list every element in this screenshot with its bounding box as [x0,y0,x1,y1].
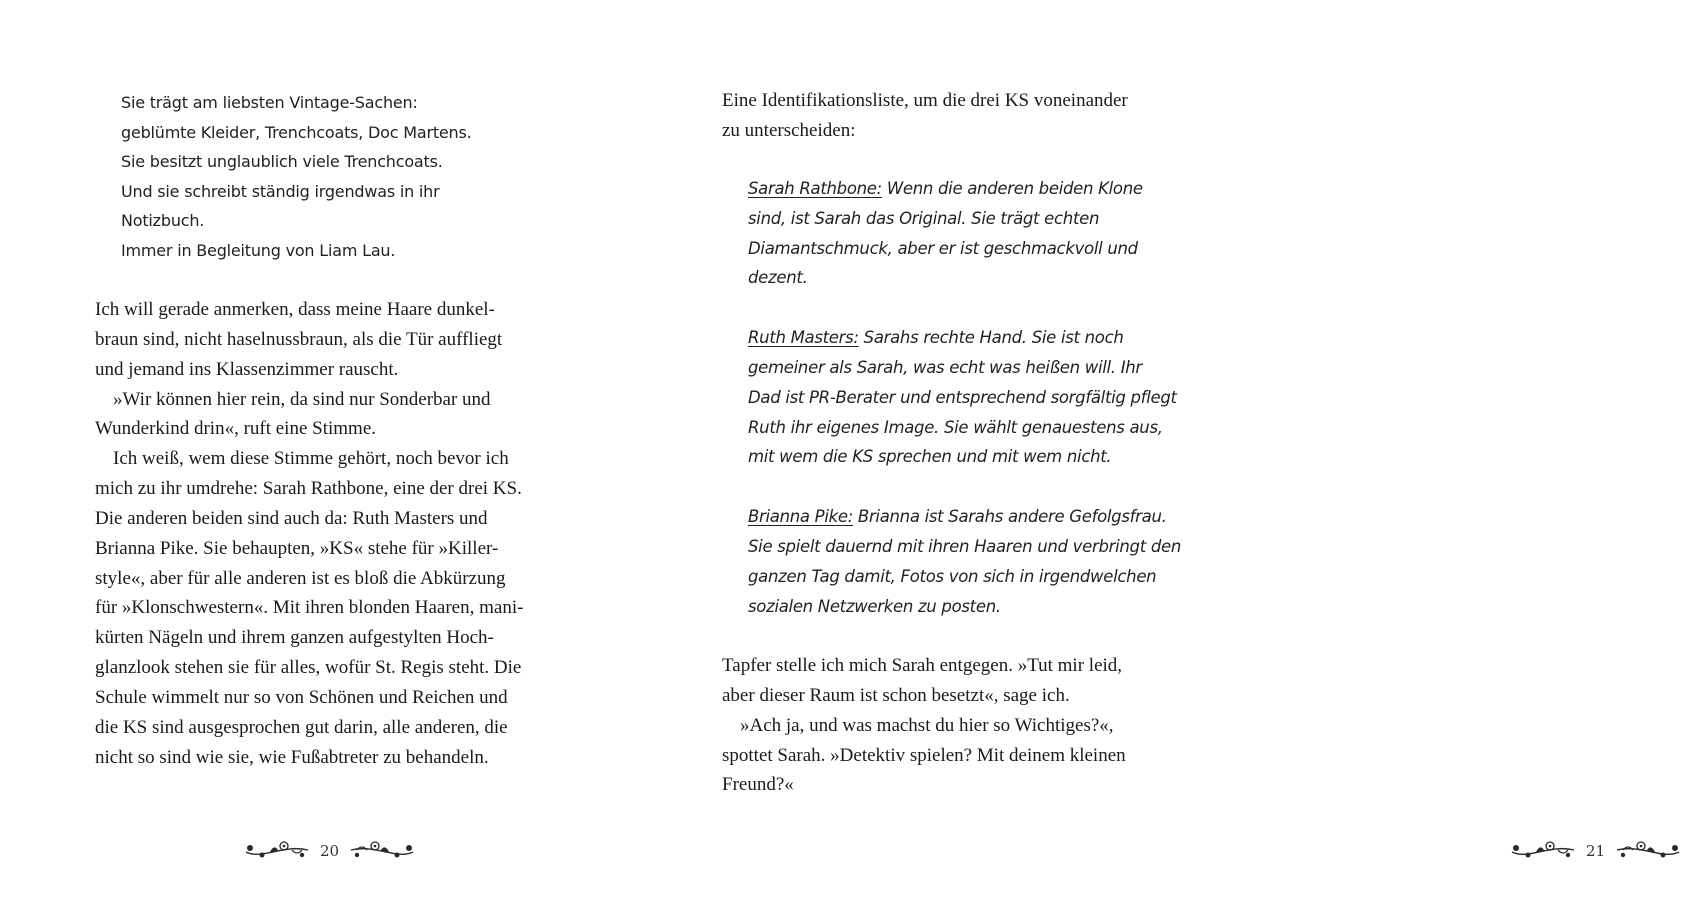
identification-list [748,174,1188,651]
left-page [0,0,640,908]
text-line: aber dieser Raum ist schon besetzt«, sage ich. [722,684,1070,706]
text-line: Ich weiß, wem diese Stimme gehört, noch bevor ich [113,448,509,470]
text-line: Eine Identifikationsliste, um die drei KS voneinander [722,90,1128,111]
list-item [748,174,1188,293]
entry-line: ganzen Tag damit, Fotos von sich in irgendwelchen [748,566,1157,586]
text-line: Schule wimmelt nur so von Schönen und Reichen und [95,686,508,708]
entry-text: Sarahs rechte Hand. Sie ist noch [858,328,1124,348]
entry-name: Ruth Masters: [748,328,859,348]
entry-line: Sie spielt dauernd mit ihren Haaren und verbringt den [748,536,1182,556]
entry-line: Dad ist PR-Berater und entsprechend sorgfältig pflegt [748,387,1177,407]
text-line: »Wir können hier rein, da sind nur Sonderbar und [113,388,491,410]
text-line: zu unterscheiden: [722,119,856,141]
entry-line: dezent. [748,268,808,288]
right-page [640,0,1606,908]
entry-line: mit wem die KS sprechen und mit wem nicht. [748,447,1112,467]
intro-text [722,86,1192,146]
floral-ornament-right-icon [349,838,415,864]
text-line: mich zu ihr umdrehe: Sarah Rathbone, eine der drei KS. [95,478,522,500]
text-line: Die anderen beiden sind auch da: Ruth Masters und [95,507,488,529]
entry-text: Brianna ist Sarahs andere Gefolgsfrau. [852,507,1167,527]
note-line: Sie besitzt unglaublich viele Trenchcoats. [121,152,443,171]
entry-line: gemeiner als Sarah, was echt was heißen will. Ihr [748,357,1142,377]
text-line: Tapfer stelle ich mich Sarah entgegen. »Tut mir leid, [722,655,1123,676]
text-line: glanzlook stehen sie für alles, wofür St. Regis steht. Die [95,657,522,679]
body-text [722,651,1192,800]
floral-ornament-left-icon [1510,838,1576,864]
page-number-footer [244,836,415,866]
entry-name: Sarah Rathbone: [748,179,882,198]
floral-ornament-right-icon [1615,838,1681,864]
text-line: kürten Nägeln und ihrem ganzen aufgestylten Hoch- [95,627,494,649]
handwritten-note [121,88,581,265]
body-text [95,295,565,773]
text-line: Freund?« [722,774,794,796]
text-line: »Ach ja, und was machst du hier so Wichtiges?«, [740,714,1114,736]
note-line: Sie trägt am liebsten Vintage-Sachen: [121,93,418,112]
text-line: braun sind, nicht haselnussbraun, als die Tür auffliegt [95,328,503,350]
note-line: Immer in Begleitung von Liam Lau. [121,240,396,260]
text-line: Wunderkind drin«, ruft eine Stimme. [95,418,377,440]
page-number-footer [1510,836,1681,866]
entry-name: Brianna Pike: [748,507,853,527]
note-line: Notizbuch. [121,211,205,230]
entry-line: Ruth ihr eigenes Image. Sie wählt genauestens aus, [748,417,1163,437]
list-item [748,502,1188,621]
entry-line: sozialen Netzwerken zu posten. [748,596,1001,616]
text-line: spottet Sarah. »Detektiv spielen? Mit deinem kleinen [722,744,1126,766]
page-number: 21 [1586,842,1606,860]
text-line: für »Klonschwestern«. Mit ihren blonden Haaren, mani- [95,597,524,619]
floral-ornament-left-icon [244,838,310,864]
note-line: geblümte Kleider, Trenchcoats, Doc Martens. [121,122,472,142]
text-line: Brianna Pike. Sie behaupten, »KS« stehe für »Killer- [95,537,499,559]
text-line: Ich will gerade anmerken, dass meine Haare dunkel- [95,299,495,320]
text-line: nicht so sind wie sie, wie Fußabtreter zu behandeln. [95,746,489,768]
text-line: style«, aber für alle anderen ist es bloß die Abkürzung [95,567,506,589]
entry-line: sind, ist Sarah das Original. Sie trägt echten [748,208,1100,228]
list-item [748,323,1188,472]
entry-text: Wenn die anderen beiden Klone [881,179,1143,198]
page-number: 20 [320,842,340,860]
note-line: Und sie schreibt ständig irgendwas in ihr [121,181,440,201]
text-line: und jemand ins Klassenzimmer rauscht. [95,358,399,380]
entry-line: Diamantschmuck, aber er ist geschmackvoll und [748,238,1138,258]
text-line: die KS sind ausgesprochen gut darin, alle anderen, die [95,716,508,738]
